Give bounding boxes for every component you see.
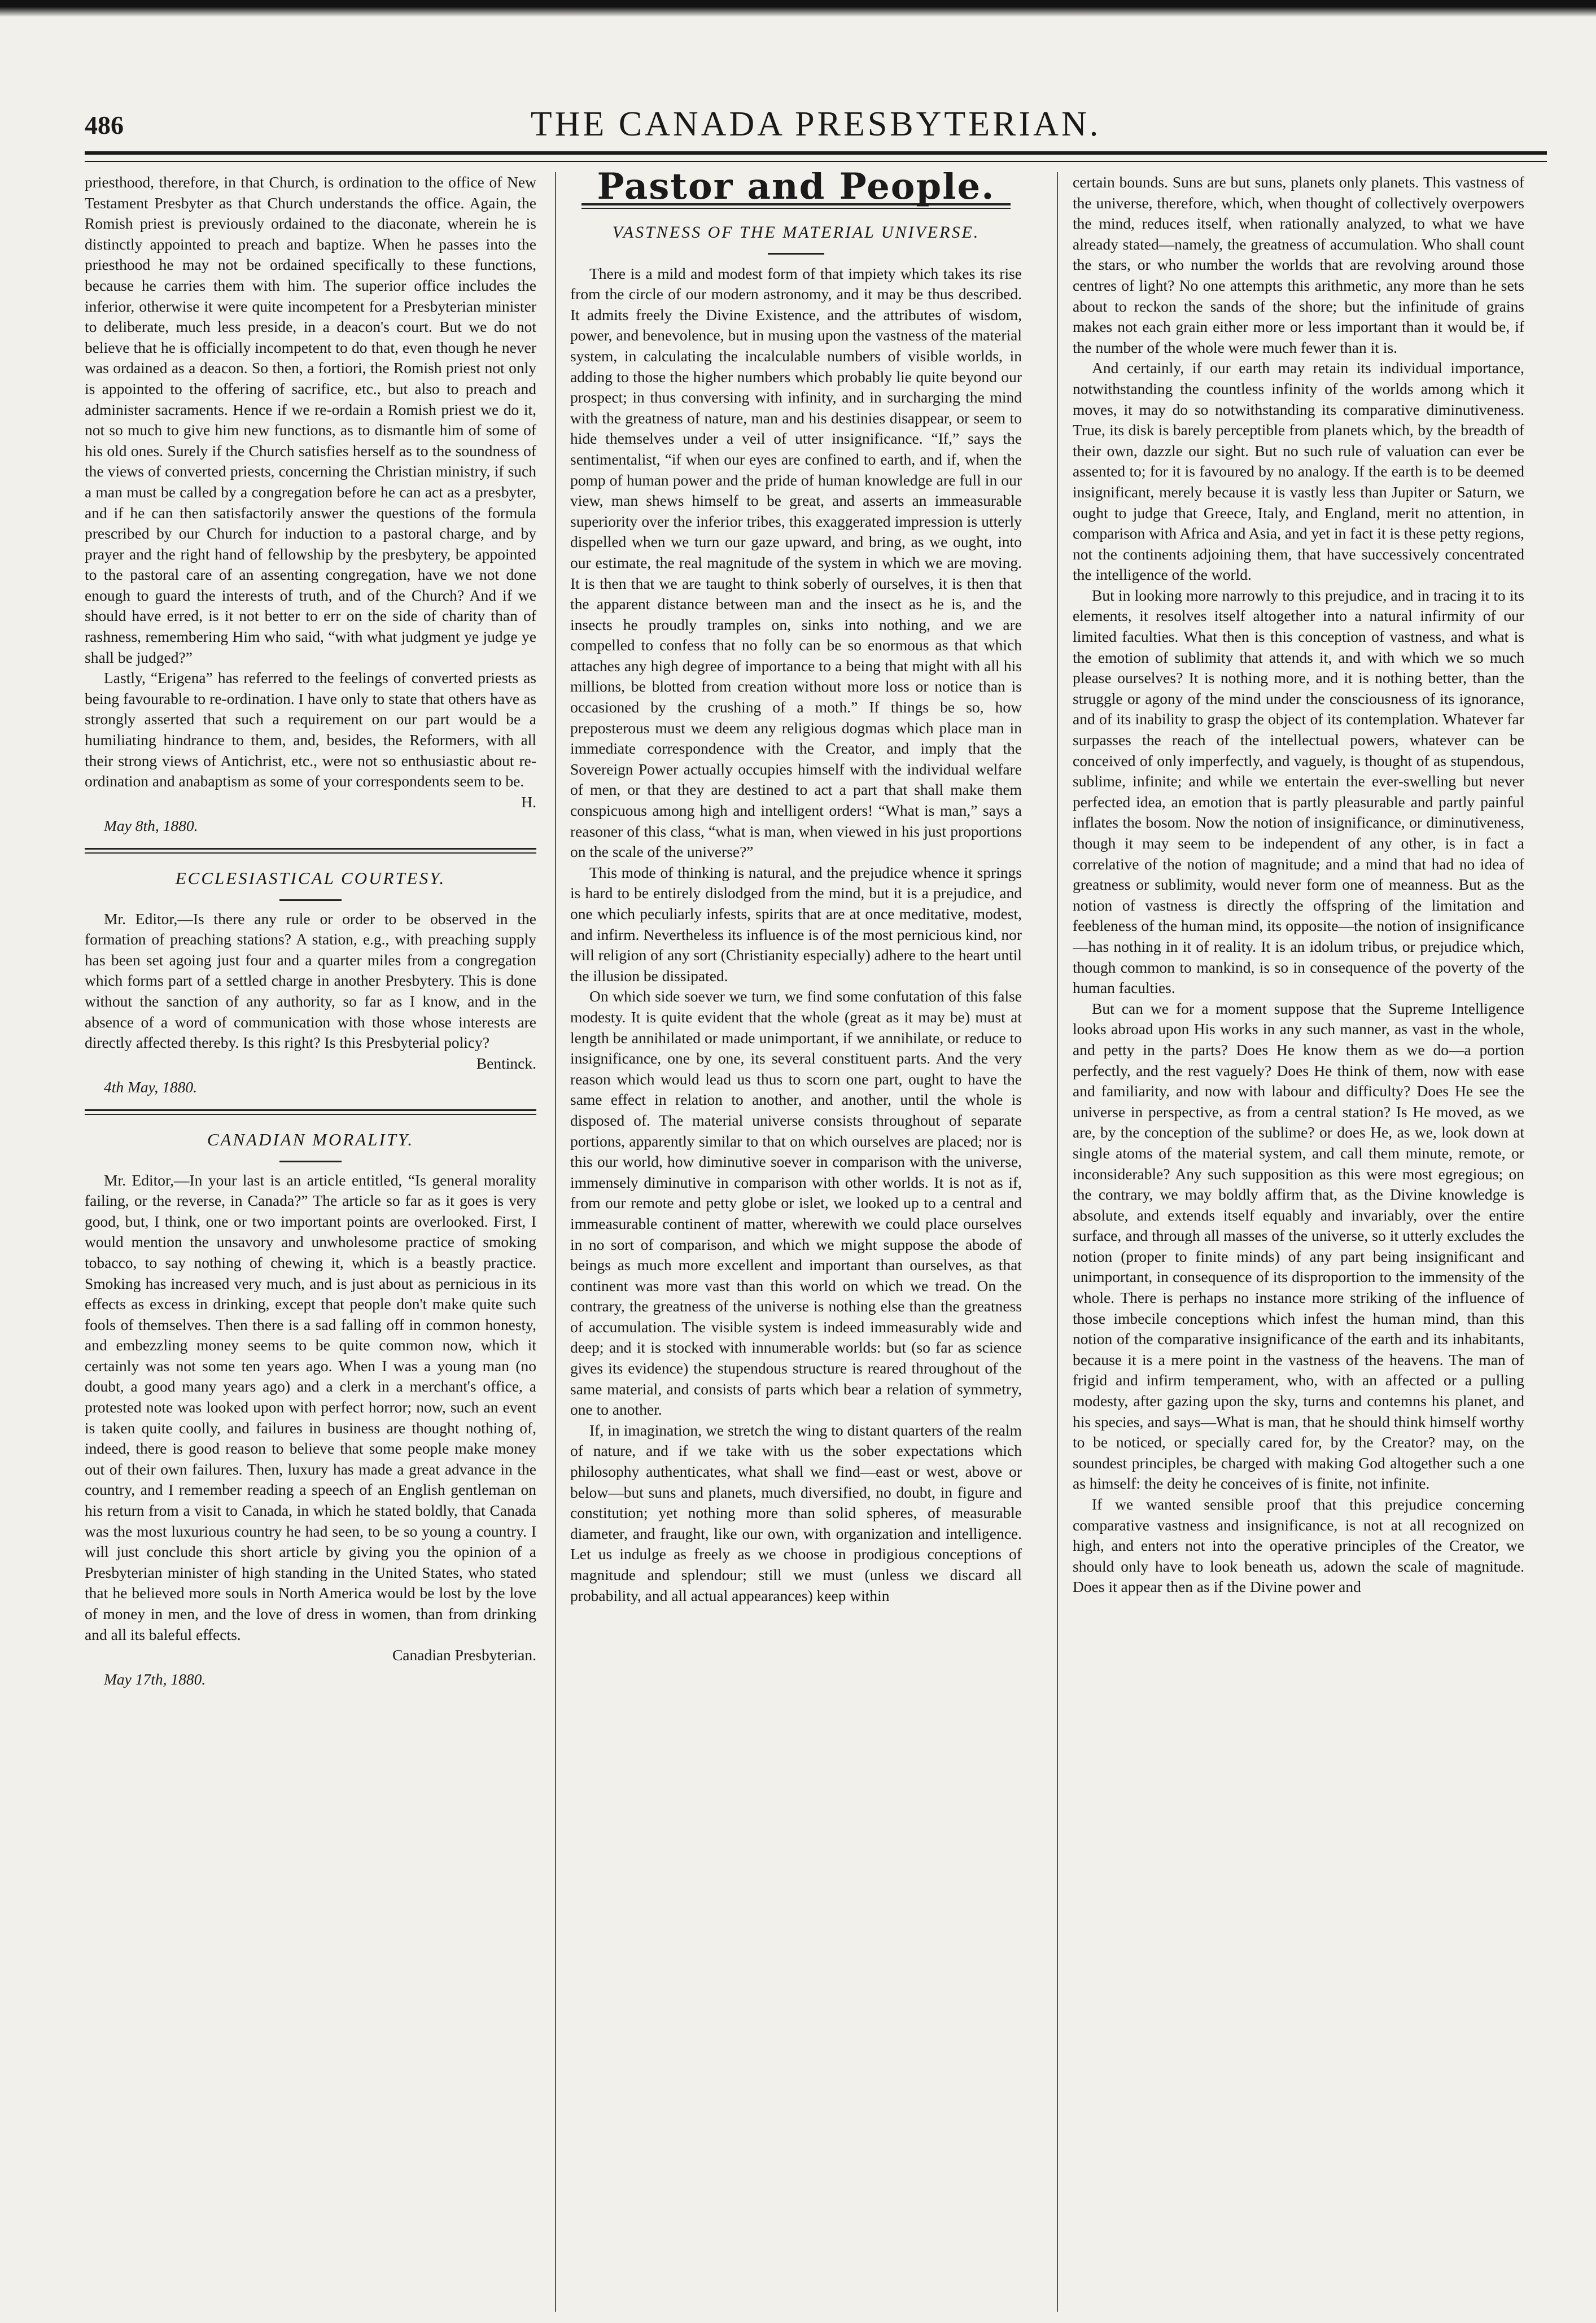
col3-paragraph-2: And certainly, if our earth may retain its individual importance, notwithstanding the countless infinity of the worlds among which it moves, it may do so notwithstanding its comparative diminutiveness. True, its disk is barely perceptible from planets which, by the breadth of their own, dazzle our sight. But no such rule of valuation can ever be assented to; for it is favoured by no analogy. If the earth is to be deemed insignificant, merely because it is vastly less than Jupiter or Saturn, we ought to judge that Greece, Italy, and England, merit no attention, in comparison with Africa and Asia, and yet in fact it is these petty regions, not the continents adjoining them, that have successively concentrated the intelligence of the world. [1073,359,1524,584]
title-underline-1 [279,899,342,901]
col2-paragraph-3: On which side soever we turn, we find some confutation of this false modesty. It is quite evident that the whole (great as it may be) must at length be annihilated or made unimportant, if we annihilate, or reduce to insignificance, one by one, its several constituent parts. And the very reason which would lead us thus to scorn one part, ought to have the same effect in relation to another, and another, until the whole is disposed of. The material universe consists throughout of separate portions, apparently similar to that on which ourselves are placed; nor is this our world, how diminutive soever in comparison with the universe, immensely diminutive in comparison with other worlds. It is not as if, from our remote and petty globe or islet, we looked up to a central and immeasurable continent of matter, wherewith we could place ourselves in no sort of comparison, and which we might suppose the abode of beings as much more excellent and important than ourselves, as that continent was more vast than this world on which we tread. On the contrary, the greatness of the universe is nothing else than the greatness of accumulation. The visible system is indeed immeasurably wide and deep; and it is stocked with innumerable worlds: but (so far as science gives its evidence) the stupendous structure is reared throughout of the same material, and consists of parts which bear a relation of symmetry, one to another. [570,987,1022,1419]
signature-bentinck: Bentinck. [476,1054,536,1072]
col3-paragraph-1: certain bounds. Suns are but suns, planets only planets. This vastness of the universe, therefore, which, when thought of collectively overpowers the mind, reduces itself, when rationally analyzed, to what we have already stated—namely, the greatness of accumulation. Who shall count the stars, or who number the worlds that are revolving around those centres of light? No one attempts this arithmetic, any more than he sets about to reckon the sands of the shore; but the infinitude of grains makes not each grain either more or less important than it would be, if the number of the whole were much fewer than it is. [1073,173,1524,356]
section-divider-2 [85,1109,536,1115]
header-rule-thick [85,151,1547,155]
col2-paragraph-2: This mode of thinking is natural, and the prejudice whence it springs is hard to be entirely dislodged from the mind, but it is a prejudice, and one which peculiarly infests, spirits that are at once meditative, modest, and infirm. Nevertheless its influence is of the most pernicious kind, nor will religion of any sort (Christianity especially) adhere to the heart until the illusion be dissipated. [570,863,1022,985]
signature-canadian-presbyterian: Canadian Presbyterian. [392,1646,536,1664]
column-2 [570,172,1022,2317]
date-line-3: May 17th, 1880. [104,1670,206,1688]
col1-paragraph-2-text: Lastly, “Erigena” has referred to the feelings of converted priests as being favourable to re-ordination. I have only to state that others have as strongly asserted that such a requirement on our part would be a humiliating hindrance to them, and, besides, the Reformers, with all their strong views of Antichrist, etc., were not so enthusiastic about re-ordination and anabaptism as some of your correspondents seem to be. [85,669,536,790]
column-separator-2 [1057,172,1058,2312]
title-underline-2 [279,1161,342,1162]
col1-paragraph-3-text: Mr. Editor,—Is there any rule or order to be observed in the formation of preaching stations? A station, e.g., with preaching supply has been set agoing just four and a quarter miles from a congregation which forms part of a settled charge in another Presbytery. This is done without the sanction of any authority, so far as I know, and in the absence of a word of communication with those whose interests are directly affected thereby. Is this right? Is this Presbyterial policy? [85,909,536,1052]
column-1 [85,172,536,2317]
signature-h: H. [521,793,536,811]
section-masthead-pastor-and-people: Pastor and People. [597,172,995,208]
col1-paragraph-3 [85,909,536,1074]
column-3 [1073,172,1524,2317]
col2-paragraph-4: If, in imagination, we stretch the wing to distant quarters of the realm of nature, and if we take with us the sober expectations which philosophy authenticates, what shall we find—east or west, above or below—but suns and planets, much diversified, no doubt, in figure and constitution; yet nothing more than solid spheres, of measurable diameter, and fraught, like our own, with organization and intelligence. Let us indulge as freely as we choose in prodigious conceptions of magnitude and splendour; still we must (unless we discard all probability, and all actual appearances) keep within [570,1421,1022,1604]
col2-paragraph-1: There is a mild and modest form of that impiety which takes its rise from the circle of our modern astronomy, and it may be thus described. It admits freely the Divine Existence, and the attributes of wisdom, power, and benevolence, but in musing upon the vastness of the material system, in calculating the incalculable numbers of visible worlds, in adding to those the higher numbers which probably lie quite beyond our prospect; in thus conversing with infinity, and in surcharging the mind with the greatness of nature, man and his destinies disappear, or seem to hide themselves under a veil of utter insignificance. “If,” says the sentimentalist, “if when our eyes are confined to earth, and if, when the pomp of human power and the pride of human knowledge are full in our view, man shews himself to be great, and asserts an immeasurable superiority over the inferior tribes, this exaggerated impression is utterly dispelled when we turn our gaze upward, and bring, as we ought, into our estimate, the real magnitude of the system in which we are moving. It is then that we are taught to think soberly of ourselves, it is then that the apparent distance between man and the insect as he is, and the insects he proudly tramples on, sinks into nothing, and we are compelled to confess that no folly can be so enormous as that which attaches any high degree of importance to a being that might with all his millions, be blotted from creation without more loss or notice than is occasioned by the crushing of a moth.” If things be so, how preposterous must we deem any religious dogmas which place man in immediate correspondence with the Creator, and imply that the Sovereign Power actually occupies himself with the individual welfare of men, or that they are destined to act a part that shall make them conspicuous among high and intelligent orders! “What is man,” says a reasoner of this class, “what is man, when viewed in his just proportions on the scale of the universe?” [570,264,1022,861]
section-divider-1 [85,848,536,854]
col1-paragraph-1: priesthood, therefore, in that Church, is ordination to the office of New Testament Presbyter as that Church understands the office. Again, the Romish priest is previously ordained to the diaconate, wherein he is distinctly appointed to preach and baptize. When he passes into the priesthood he may not be ordained specifically to these functions, because he carries them with him. The superior office includes the inferior, otherwise it were quite incompetent for a Presbyterian minister to deliberate, much less preside, in a deacon's court. But we do not believe that he is officially incompetent to do that, even though he never was ordained as a deacon. So then, a fortiori, the Romish priest not only is appointed to the offering of sacrifice, etc., but also to preach and administer sacraments. Hence if we re-ordain a Romish priest we do it, not so much to give him new functions, as to dismantle him of some of his old ones. Surely if the Church satisfies herself as to the soundness of the views of converted priests, concerning the Christian ministry, if such a man must be called by a congregation before he can act as a presbyter, and if he can then satisfactorily answer the questions of the formula prescribed by our Church for induction to a pastoral charge, and by prayer and the right hand of fellowship by the presbytery, be appointed to the pastoral care of an assenting congregation, have we not done enough to guard the interests of truth, and of the Church? And if we should have erred, is it not better to err on the side of charity than of rashness, remembering Him who said, “with what judgment ye judge ye shall be judged?” [85,173,536,666]
col3-paragraph-3: But in looking more narrowly to this prejudice, and in tracing it to its elements, it resolves itself altogether into a natural infirmity of our limited faculties. What then is this conception of vastness, and what is the emotion of sublimity that attends it, and with which we so much please ourselves? It is nothing more, and it is nothing better, than the struggle or agony of the mind under the consciousness of its ignorance, and of its inability to grasp the object of its contemplation. Whatever far surpasses the reach of the intellectual powers, whatever can be conceived of only imperfectly, and vaguely, is thought of as stupendous, sublime, infinite; and while we entertain the ever-swelling but never perfected idea, an emotion that is partly pleasurable and partly painful inflates the bosom. Now the notion of insignificance, or diminutiveness, though it may seem to be independent of any other, is in fact a correlative of the notion of magnitude; and a mind that had no idea of greatness or sublimity, would never form one of meanness. But as the notion of vastness is directly the offspring of the limitation and feebleness of the human mind, its opposite—the notion of insignificance—has nothing in it of reality. It is an idolum tribus, or prejudice which, though common to mankind, is so in consequence of the poverty of the human faculties. [1073,586,1524,997]
column-separator-1 [555,172,556,2312]
col1-paragraph-4: Mr. Editor,—In your last is an article entitled, “Is general morality failing, or the reverse, in Canada?” The article so far as it goes is very good, but, I think, one or two important points are overlooked. First, I would mention the unsavory and unwholesome practice of smoking tobacco, to say nothing of chewing it, which is a beastly practice. Smoking has increased very much, and is just about as pernicious in its effects as excess in drinking, except that people don't make quite such fools of themselves. Then there is a sad falling off in common honesty, and embezzling money seems to be quite common now, which it certainly was not some ten years ago. When I was a young man (no doubt, a good many years ago) and a clerk in a merchant's office, a protested note was looked upon with perfect horror; now, such an event is taken quite coolly, and failures in business are thought nothing of, indeed, there is good reason to believe that some people make money out of their own failures. Then, luxury has made a great advance in the country, and I remember reading a speech of an English gentleman on his return from a visit to Canada, in which he stated boldly, that Canada was the most luxurious country he had seen, to be so young a country. I will just conclude this short article by giving you the opinion of a Presbyterian minister of high standing in the United States, who stated that he believed more souls in North America would be lost by the love of money in men, and the love of dress in women, than from drinking and all its baleful effects. [85,1171,536,1643]
article-title-underline [768,253,824,255]
date-line-1: May 8th, 1880. [104,817,198,835]
article-title-vastness: VASTNESS OF THE MATERIAL UNIVERSE. [612,222,980,242]
running-head: THE CANADA PRESBYTERIAN. [530,105,1101,143]
section-title-ecclesiastical-courtesy: ECCLESIASTICAL COURTESY. [175,868,446,888]
col1-paragraph-2 [85,668,536,812]
header-rule-thin [85,161,1547,162]
page-number: 486 [85,111,124,139]
date-line-2: 4th May, 1880. [104,1078,197,1096]
top-page-edge [0,0,1596,17]
page-header [85,99,1547,155]
col3-paragraph-4: But can we for a moment suppose that the Supreme Intelligence looks abroad upon His works in any such manner, as vast in the whole, and petty in the parts? Does He know them as we do—a portion perfectly, and the rest vaguely? Does He think of them, now with ease and familiarity, and now with labour and difficulty? Does He see the universe in perspective, as from a central station? Is He moved, as we are, by the conception of the sublime? or does He, as we, look down at single atoms of the material system, and call them minute, remote, or inconsiderable? Any such supposition as this were most egregious; on the contrary, we may boldly affirm that, as the Divine knowledge is absolute, and extends itself equably and invariably, over the entire surface, and through all masses of the universe, so it utterly excludes the notion (proper to finite minds) of any part being insignificant and unimportant, in consequence of its disproportion to the immensity of the whole. There is perhaps no instance more striking of the influence of those imbecile conceptions which infest the human mind, than this notion of the comparative insignificance of the earth and its inhabitants, because it is a mere point in the vastness of the heavens. The man of frigid and infirm temperament, who, with an affected or a pulling modesty, after gazing upon the sky, turns and contemns his planet, and his species, and says—What is man, that he should think himself worthy to be noticed, or specially cared for, by the Creator? may, on the soundest principles, be charged with making God altogether such a one as himself: the deity he conceives of is finite, not infinite. [1073,999,1524,1493]
section-title-canadian-morality: CANADIAN MORALITY. [207,1129,414,1149]
col3-paragraph-5: If we wanted sensible proof that this prejudice concerning comparative vastness and insignificance, is not at all recognized on high, and enters not into the operative principles of the Creator, we should only have to look beneath us, adown the scale of magnitude. Does it appear then as if the Divine power and [1073,1495,1524,1596]
